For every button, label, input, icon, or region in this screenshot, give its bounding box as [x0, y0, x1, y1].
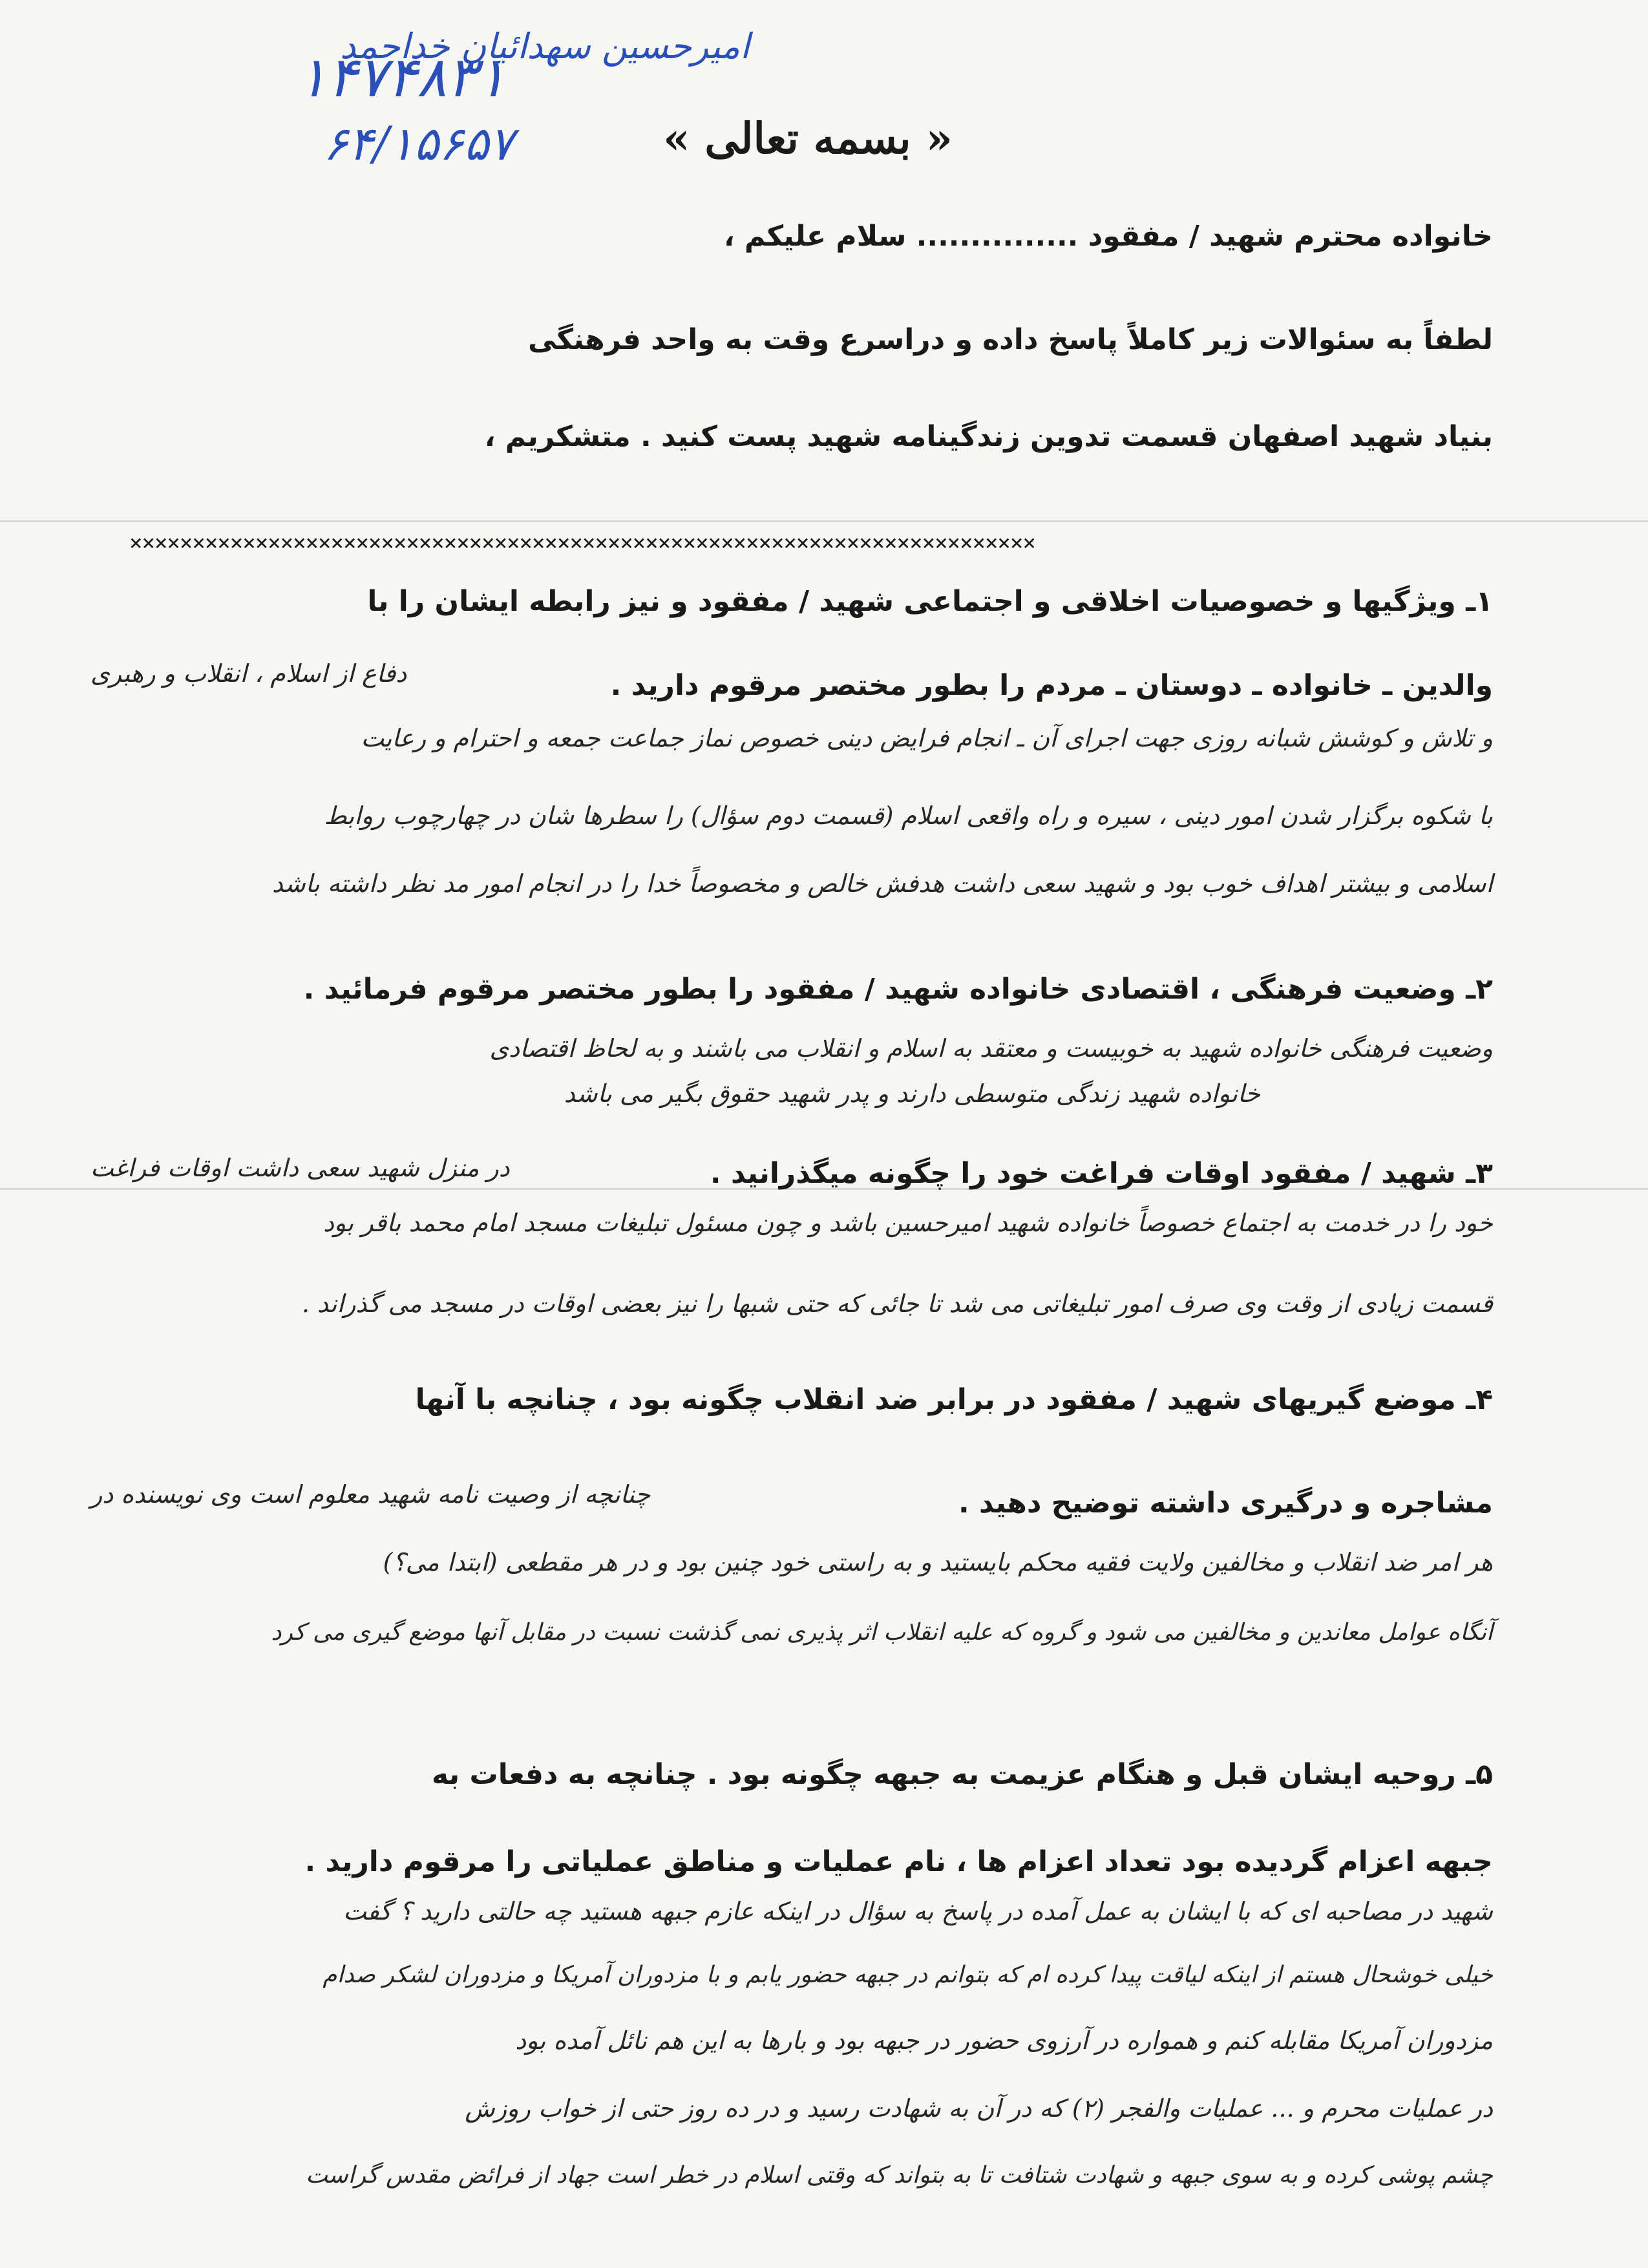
question-5-answer-line: خیلی خوشحال هستم از اینکه لیاقت پیدا کرده ام که بتوانم در جبهه حضور یابم و با مزدوران آمریکا و مزدوران لشکر صدام	[322, 1962, 1493, 1988]
question-2-answer-line: خانواده شهید زندگی متوسطی دارند و پدر شهید حقوق بگیر می باشد	[564, 1079, 1260, 1108]
intro-line: خانواده محترم شهید / مفقود ............... سلام علیکم ،	[724, 220, 1493, 253]
question-1-inline-answer: دفاع از اسلام ، انقلاب و رهبری	[90, 659, 407, 688]
question-1-text: ۱ـ ویژگیها و خصوصیات اخلاقی و اجتماعی شهید / مفقود و نیز رابطه ایشان را با	[367, 585, 1493, 618]
question-4-answer-line: هر امر ضد انقلاب و مخالفین ولایت فقیه محکم بایستید و به راستی خود چنین بود و در هر مقطعی (ابتدا می؟)	[383, 1548, 1493, 1576]
question-5-text: جبهه اعزام گردیده بود تعداد اعزام ها ، نام عملیات و مناطق عملیاتی را مرقوم دارید .	[304, 1845, 1493, 1878]
question-1-answer-line: و تلاش و کوشش شبانه روزی جهت اجرای آن ـ انجام فرایض دینی خصوص نماز جماعت جمعه و احترام و رعایت	[361, 724, 1493, 752]
question-5-text: ۵ـ روحیه ایشان قبل و هنگام عزیمت به جبهه چگونه بود . چنانچه به دفعات به	[432, 1758, 1493, 1791]
question-5-answer-line: مزدوران آمریکا مقابله کنم و همواره در آرزوی حضور در جبهه بود و بارها به این هم نائل آمده بود	[515, 2026, 1493, 2055]
question-4-answer-line: آنگاه عوامل معاندین و مخالفین می شود و گروه که علیه انقلاب اثر پذیری نمی گذشت نسبت در مقابل آنها موضع گیری می کرد	[271, 1619, 1493, 1646]
question-1-text: والدین ـ خانواده ـ دوستان ـ مردم را بطور مختصر مرقوم دارید .	[610, 669, 1493, 702]
question-3-answer-line: قسمت زیادی از وقت وی صرف امور تبلیغاتی می شد تا جائی که حتی شبها را نیز بعضی اوقات در مسجد می گذراند .	[301, 1289, 1493, 1318]
question-4-text: مشاجره و درگیری داشته توضیح دهید .	[958, 1487, 1493, 1520]
question-1-answer-line: اسلامی و بیشتر اهداف خوب بود و شهید سعی داشت هدفش خالص و مخصوصاً خدا را در انجام امور مد نظر داشته باشد	[271, 869, 1493, 898]
question-3-text: ۳ـ شهید / مفقود اوقات فراغت خود را چگونه میگذرانید .	[710, 1157, 1493, 1190]
separator-line: ××××××××××××××××××××××××××××××××××××××××××××××××××××××××××××××××××××××××	[129, 530, 1035, 556]
intro-line: لطفاً به سئوالات زیر کاملاً پاسخ داده و دراسرع وقت به واحد فرهنگی	[528, 323, 1493, 356]
question-4-text: ۴ـ موضع گیریهای شهید / مفقود در برابر ضد انقلاب چگونه بود ، چنانچه با آنها	[415, 1383, 1493, 1416]
handwritten-name: امیرحسین سهدائیان خداحمد	[340, 26, 750, 67]
question-5-answer-line: چشم پوشی کرده و به سوی جبهه و شهادت شتافت تا به بتواند که وقتی اسلام در خطر است جهاد از فرائض مقدس گراست	[306, 2162, 1493, 2189]
intro-line: بنیاد شهید اصفهان قسمت تدوین زندگینامه شهید پست کنید . متشکریم ،	[484, 420, 1493, 453]
question-3-answer-line: خود را در خدمت به اجتماع خصوصاً خانواده شهید امیرحسین باشد و چون مسئول تبلیغات مسجد امام محمد باقر بود	[322, 1209, 1493, 1237]
document-title: « بسمه تعالی »	[663, 113, 953, 164]
question-2-text: ۲ـ وضعیت فرهنگی ، اقتصادی خانواده شهید / مفقود را بطور مختصر مرقوم فرمائید .	[303, 973, 1493, 1006]
question-2-answer-line: وضعیت فرهنگی خانواده شهید به خوبیست و معتقد به اسلام و انقلاب می باشند و به لحاظ اقتصادی	[489, 1034, 1493, 1063]
question-5-answer-line: در عملیات محرم و ... عملیات والفجر (۲) که در آن به شهادت رسید و در ده روز حتی از خواب روزش	[465, 2094, 1493, 2123]
handwritten-file-number: ۱۴۷۴۸۳۱	[297, 45, 507, 110]
question-1-answer-line: با شکوه برگزار شدن امور دینی ، سیره و راه واقعی اسلام (قسمت دوم سؤال) را سطرها شان در چهارچوب روابط	[324, 801, 1493, 830]
question-4-inline-answer: چنانچه از وصیت نامه شهید معلوم است وی نویسنده در	[90, 1480, 651, 1509]
question-3-inline-answer: در منزل شهید سعی داشت اوقات فراغت	[90, 1154, 510, 1182]
handwritten-file-code: ۶۴/۱۵۶۵۷	[323, 116, 514, 171]
question-5-answer-line: شهید در مصاحبه ای که با ایشان به عمل آمده در پاسخ به سؤال در اینکه عازم جبهه هستید چه حالتی دارید ؟ گفت	[343, 1897, 1493, 1925]
paper-fold-line	[0, 520, 1648, 522]
